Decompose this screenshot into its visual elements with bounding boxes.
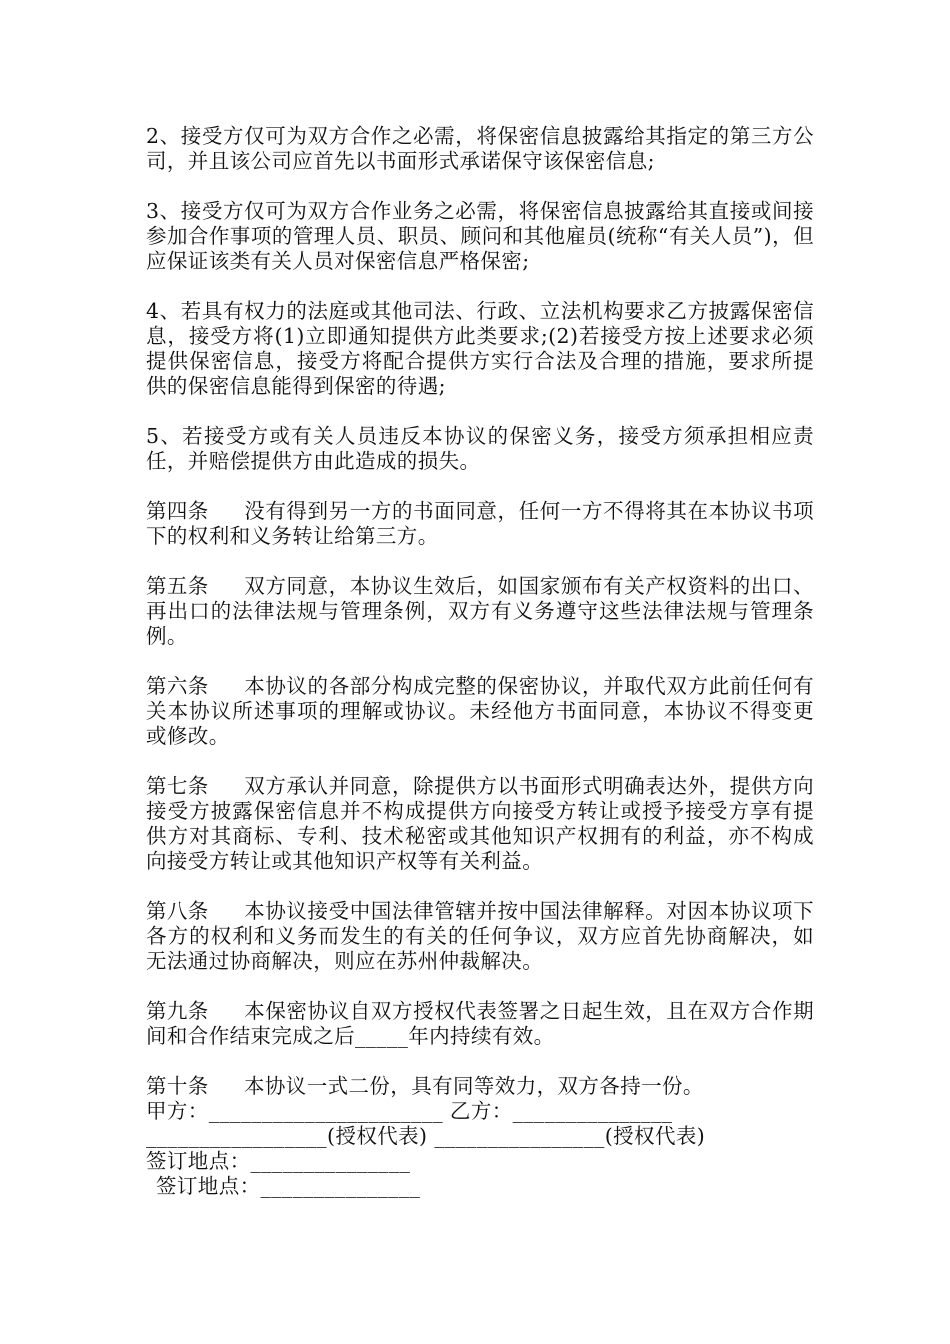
signing-place-line-2: 签订地点：_______________ — [156, 1174, 421, 1198]
article-5 — [146, 574, 814, 649]
article-text: 本协议一式二份，具有同等效力，双方各持一份。 — [244, 1074, 704, 1098]
authorized-rep-line: _________________(授权代表) ________________(授权代表) — [146, 1124, 706, 1148]
article-9 — [146, 999, 814, 1049]
clause-4: 4、若具有权力的法庭或其他司法、行政、立法机构要求乙方披露保密信息，接受方将(1)立即通知提供方此类要求;(2)若接受方按上述要求必须提供保密信息，接受方将配合提供方实行合法及合理的措施，要求所提供的保密信息能得到保密的待遇; — [146, 299, 814, 398]
clause-2: 2、接受方仅可为双方合作之必需，将保密信息披露给其指定的第三方公司，并且该公司应首先以书面形式承诺保守该保密信息; — [146, 124, 814, 173]
article-number: 第四条 — [146, 499, 209, 523]
article-text: 本协议的各部分构成完整的保密协议，并取代双方此前任何有关本协议所述事项的理解或协议。未经他方书面同意，本协议不得变更或修改。 — [146, 674, 814, 748]
article-number: 第九条 — [146, 999, 209, 1023]
article-6 — [146, 674, 814, 749]
article-text: 双方承认并同意，除提供方以书面形式明确表达外，提供方向接受方披露保密信息并不构成提供方向接受方转让或授予接受方享有提供方对其商标、专利、技术秘密或其他知识产权拥有的利益，亦不构成向接受方转让或其他知识产权等有关利益。 — [146, 774, 814, 873]
article-number: 第十条 — [146, 1074, 209, 1098]
article-number: 第七条 — [146, 774, 209, 798]
article-number: 第五条 — [146, 574, 209, 598]
clause-5: 5、若接受方或有关人员违反本协议的保密义务，接受方须承担相应责任，并赔偿提供方由此造成的损失。 — [146, 424, 814, 473]
article-8 — [146, 899, 814, 974]
article-text: 本协议接受中国法律管辖并按中国法律解释。对因本协议项下各方的权利和义务而发生的有关的任何争议，双方应首先协商解决，如无法通过协商解决，则应在苏州仲裁解决。 — [146, 899, 814, 973]
article-text: 双方同意，本协议生效后，如国家颁布有关产权资料的出口、再出口的法律法规与管理条例，双方有义务遵守这些法律法规与管理条例。 — [146, 574, 814, 648]
article-text: 没有得到另一方的书面同意，任何一方不得将其在本协议书项下的权利和义务转让给第三方。 — [146, 499, 814, 548]
article-text: 本保密协议自双方授权代表签署之日起生效，且在双方合作期间和合作结束完成之后_____年内持续有效。 — [146, 999, 814, 1048]
article-7 — [146, 774, 814, 874]
clause-3: 3、接受方仅可为双方合作业务之必需，将保密信息披露给其直接或间接参加合作事项的管理人员、职员、顾问和其他雇员(统称“有关人员”)，但应保证该类有关人员对保密信息严格保密; — [146, 199, 814, 273]
party-line: 甲方：______________________ 乙方：_______________ — [146, 1099, 673, 1123]
document-page — [146, 124, 814, 1199]
signing-place-line: 签订地点：_______________ — [146, 1149, 411, 1173]
article-number: 第八条 — [146, 899, 209, 923]
article-4 — [146, 499, 814, 549]
article-number: 第六条 — [146, 674, 209, 698]
article-10 — [146, 1074, 814, 1099]
signature-block — [146, 1099, 814, 1199]
